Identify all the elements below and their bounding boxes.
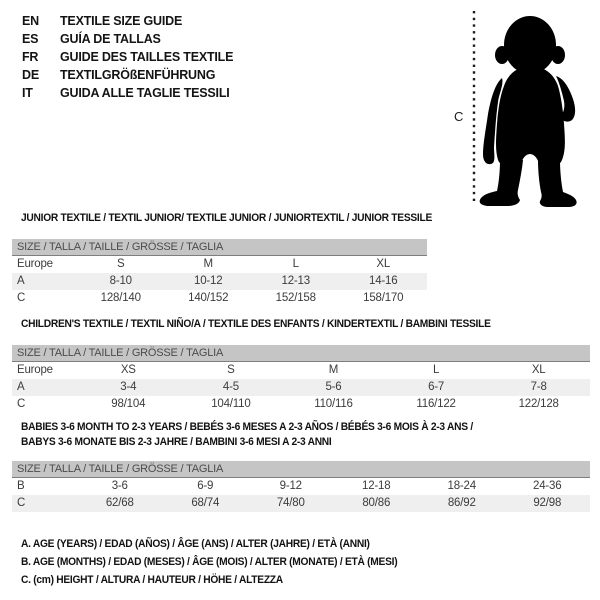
- size-cell: 3-4: [120, 381, 137, 393]
- size-cell: 6-7: [428, 381, 445, 393]
- row-label: B: [17, 480, 25, 492]
- row-label: Europe: [17, 364, 53, 376]
- language-code: IT: [22, 86, 33, 100]
- language-title: GUÍA DE TALLAS: [60, 32, 161, 46]
- language-title: TEXTILE SIZE GUIDE: [60, 14, 183, 28]
- section-title-line: BABYS 3-6 MONATE BIS 2-3 JAHRE / BAMBINI 3-6 MESI A 2-3 ANNI: [21, 436, 332, 448]
- language-code: ES: [22, 32, 39, 46]
- language-line: [22, 12, 233, 30]
- footnote: B. AGE (MONTHS) / EDAD (MESES) / ÂGE (MOIS) / ALTER (MONATE) / ETÀ (MESI): [21, 556, 398, 568]
- size-cell: M: [328, 364, 339, 376]
- size-header-bar: SIZE / TALLA / TAILLE / GRÖSSE / TAGLIA: [12, 461, 590, 478]
- row-label: C: [17, 292, 26, 304]
- size-cell: XS: [120, 364, 136, 376]
- table-row: [12, 290, 427, 307]
- footnote: C. (cm) HEIGHT / ALTURA / HAUTEUR / HÖHE / ALTEZZA: [21, 574, 283, 586]
- table-row: [12, 256, 427, 273]
- size-cell: 104/110: [211, 398, 251, 410]
- language-line: [22, 48, 233, 66]
- size-cell: 86/92: [447, 497, 476, 509]
- footnote-list: [21, 535, 426, 589]
- size-cell: 98/104: [111, 398, 146, 410]
- size-cell: 6-9: [197, 480, 214, 492]
- size-cell: 5-6: [325, 381, 342, 393]
- language-list: [22, 12, 233, 102]
- table-row: [12, 362, 590, 379]
- row-label: C: [17, 398, 26, 410]
- size-cell: 18-24: [447, 480, 476, 492]
- size-cell: 122/128: [518, 398, 559, 410]
- table-row: [12, 478, 590, 495]
- size-cell: 128/140: [100, 292, 141, 304]
- row-label: Europe: [17, 258, 53, 270]
- row-label: C: [17, 497, 26, 509]
- language-line: [22, 66, 233, 84]
- size-cell: XL: [531, 364, 546, 376]
- size-cell: 24-36: [533, 480, 562, 492]
- row-label: A: [17, 381, 25, 393]
- size-header-bar: SIZE / TALLA / TAILLE / GRÖSSE / TAGLIA: [12, 345, 590, 362]
- language-code: DE: [22, 68, 39, 82]
- size-cell: 92/98: [533, 497, 562, 509]
- size-cell: 152/158: [275, 292, 316, 304]
- language-line: [22, 84, 233, 102]
- size-header-bar: SIZE / TALLA / TAILLE / GRÖSSE / TAGLIA: [12, 239, 427, 256]
- toddler-silhouette-graphic: [450, 4, 600, 216]
- size-cell: S: [227, 364, 235, 376]
- size-cell: 74/80: [276, 497, 305, 509]
- size-cell: 158/170: [363, 292, 404, 304]
- size-cell: L: [292, 258, 299, 270]
- size-cell: 4-5: [222, 381, 239, 393]
- language-code: FR: [22, 50, 39, 64]
- footnote: A. AGE (YEARS) / EDAD (AÑOS) / ÂGE (ANS) / ALTER (JAHRE) / ETÀ (ANNI): [21, 538, 370, 550]
- size-cell: 12-18: [362, 480, 391, 492]
- size-table-children: [12, 345, 590, 413]
- baby-silhouette-icon: [480, 16, 577, 207]
- language-code: EN: [22, 14, 39, 28]
- section-title-children: [21, 317, 491, 332]
- language-title: GUIDE DES TAILLES TEXTILE: [60, 50, 234, 64]
- section-title-line: JUNIOR TEXTILE / TEXTIL JUNIOR/ TEXTILE JUNIOR / JUNIORTEXTIL / JUNIOR TESSILE: [21, 212, 432, 224]
- size-table-babies: [12, 461, 590, 512]
- size-guide-figure: [450, 4, 600, 216]
- size-cell: 140/152: [188, 292, 229, 304]
- language-title: TEXTILGRÖßENFÜHRUNG: [60, 68, 216, 82]
- size-cell: 62/68: [105, 497, 134, 509]
- size-table-junior: [12, 239, 427, 307]
- size-cell: 3-6: [111, 480, 128, 492]
- size-cell: L: [432, 364, 440, 376]
- section-title-junior: [21, 211, 432, 226]
- size-cell: M: [203, 258, 213, 270]
- size-cell: 116/122: [416, 398, 456, 410]
- language-title: GUIDA ALLE TAGLIE TESSILI: [60, 86, 230, 100]
- table-row: [12, 379, 590, 396]
- size-cell: 12-13: [281, 275, 310, 287]
- size-cell: 80/86: [362, 497, 391, 509]
- size-cell: 8-10: [109, 275, 132, 287]
- size-cell: S: [117, 258, 125, 270]
- size-cell: 10-12: [194, 275, 223, 287]
- size-cell: 9-12: [279, 480, 302, 492]
- section-title-line: BABIES 3-6 MONTH TO 2-3 YEARS / BEBÉS 3-6 MESES A 2-3 AÑOS / BÉBÉS 3-6 MOIS À 2-3 ANS /: [21, 421, 473, 433]
- height-label: C: [454, 109, 464, 124]
- table-row: [12, 495, 590, 512]
- size-cell: 110/116: [314, 398, 353, 410]
- size-cell: 7-8: [530, 381, 547, 393]
- language-line: [22, 30, 233, 48]
- section-title-babies: [21, 420, 473, 450]
- size-cell: 14-16: [369, 275, 398, 287]
- section-title-line: CHILDREN'S TEXTILE / TEXTIL NIÑO/A / TEXTILE DES ENFANTS / KINDERTEXTIL / BAMBINI TESSILE: [21, 318, 491, 330]
- row-label: A: [17, 275, 25, 287]
- size-cell: XL: [376, 258, 391, 270]
- size-cell: 68/74: [191, 497, 220, 509]
- table-row: [12, 396, 590, 413]
- table-row: [12, 273, 427, 290]
